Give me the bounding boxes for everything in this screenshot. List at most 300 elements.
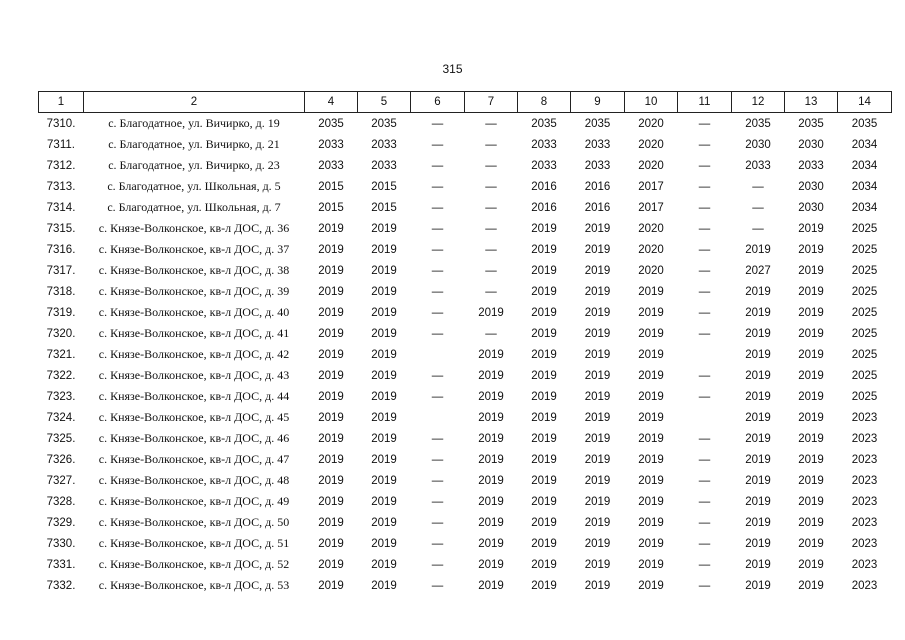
- year-cell: 2019: [798, 264, 824, 277]
- year-cell: 2019: [638, 453, 664, 466]
- year-cell: —: [431, 516, 444, 529]
- year-cell: 2019: [798, 516, 824, 529]
- year-cell: 2019: [584, 516, 611, 529]
- year-cell: 2019: [584, 495, 611, 508]
- year-cell: 2019: [584, 369, 611, 382]
- year-cell: 2019: [371, 243, 397, 256]
- year-cell: 2034: [851, 180, 878, 193]
- year-cell: 2035: [851, 117, 878, 130]
- table-body: [39, 113, 892, 597]
- year-cell: 2025: [851, 264, 878, 277]
- year-cell: 2019: [584, 348, 611, 361]
- address-cell: с. Благодатное, ул. Школьная, д. 7: [107, 200, 281, 214]
- year-cell: 2019: [798, 558, 824, 571]
- row-number: 7323.: [46, 390, 76, 403]
- year-cell: 2019: [584, 537, 611, 550]
- year-cell: 2019: [745, 432, 771, 445]
- year-cell: —: [485, 180, 497, 193]
- year-cell: 2019: [371, 432, 397, 445]
- year-cell: 2019: [745, 495, 771, 508]
- row-number: 7324.: [46, 411, 76, 424]
- year-cell: 2033: [798, 159, 824, 172]
- col-header: 9: [571, 92, 625, 113]
- year-cell: 2019: [798, 453, 824, 466]
- year-cell: —: [698, 201, 711, 214]
- row-number: 7311.: [47, 138, 75, 151]
- year-cell: —: [698, 537, 711, 550]
- year-cell: —: [431, 138, 444, 151]
- year-cell: 2019: [638, 369, 664, 382]
- year-cell: 2019: [638, 558, 664, 571]
- table-row: [39, 428, 892, 449]
- address-cell: с. Князе-Волконское, кв-л ДОС, д. 45: [98, 410, 290, 424]
- table-row: [39, 407, 892, 428]
- table-row: [39, 365, 892, 386]
- year-cell: 2023: [851, 474, 878, 487]
- year-cell: —: [698, 516, 711, 529]
- row-number: 7332.: [46, 579, 76, 592]
- year-cell: 2019: [531, 453, 557, 466]
- year-cell: 2017: [638, 201, 664, 214]
- table-row: [39, 155, 892, 176]
- year-cell: —: [431, 327, 444, 340]
- year-cell: 2030: [798, 180, 824, 193]
- row-number: 7310.: [46, 117, 76, 130]
- col-header: 1: [39, 92, 84, 113]
- year-cell: —: [431, 117, 444, 130]
- year-cell: 2019: [318, 285, 344, 298]
- year-cell: 2019: [318, 537, 344, 550]
- year-cell: 2019: [318, 579, 344, 592]
- year-cell: —: [698, 453, 711, 466]
- address-cell: с. Князе-Волконское, кв-л ДОС, д. 48: [98, 473, 290, 487]
- year-cell: 2019: [638, 537, 664, 550]
- year-cell: —: [485, 327, 497, 340]
- year-cell: 2033: [745, 159, 771, 172]
- row-number: 7331.: [46, 558, 76, 571]
- year-cell: 2025: [851, 348, 878, 361]
- year-cell: —: [485, 159, 497, 172]
- row-number: 7314.: [46, 201, 76, 214]
- col-header: 4: [305, 92, 358, 113]
- year-cell: 2019: [478, 495, 504, 508]
- col-header: 5: [358, 92, 411, 113]
- year-cell: —: [431, 222, 444, 235]
- address-cell: с. Князе-Волконское, кв-л ДОС, д. 41: [98, 326, 290, 340]
- year-cell: 2023: [851, 453, 878, 466]
- year-cell: 2019: [745, 558, 771, 571]
- year-cell: —: [431, 453, 444, 466]
- year-cell: 2019: [478, 537, 504, 550]
- year-cell: 2030: [798, 138, 824, 151]
- col-header: 2: [84, 92, 305, 113]
- year-cell: 2019: [638, 285, 664, 298]
- row-number: 7312.: [46, 159, 76, 172]
- year-cell: 2019: [478, 516, 504, 529]
- year-cell: 2019: [584, 285, 611, 298]
- year-cell: 2019: [478, 453, 504, 466]
- year-cell: 2019: [584, 222, 611, 235]
- year-cell: 2019: [798, 369, 824, 382]
- year-cell: 2019: [478, 348, 504, 361]
- year-cell: 2019: [798, 411, 824, 424]
- year-cell: 2023: [851, 432, 878, 445]
- year-cell: 2019: [318, 243, 344, 256]
- table-row: [39, 386, 892, 407]
- year-cell: 2019: [798, 474, 824, 487]
- year-cell: 2019: [584, 453, 611, 466]
- year-cell: 2019: [638, 306, 664, 319]
- year-cell: 2025: [851, 285, 878, 298]
- row-number: 7326.: [46, 453, 76, 466]
- col-header: 12: [732, 92, 785, 113]
- year-cell: —: [431, 264, 444, 277]
- year-cell: 2033: [531, 138, 557, 151]
- year-cell: 2023: [851, 558, 878, 571]
- year-cell: 2019: [478, 432, 504, 445]
- year-cell: 2019: [371, 474, 397, 487]
- year-cell: 2019: [478, 558, 504, 571]
- year-cell: —: [698, 138, 711, 151]
- year-cell: 2027: [745, 264, 771, 277]
- year-cell: 2019: [798, 327, 824, 340]
- year-cell: 2019: [638, 474, 664, 487]
- col-header: 8: [518, 92, 571, 113]
- year-cell: —: [752, 201, 764, 214]
- table-row: [39, 533, 892, 554]
- year-cell: 2019: [371, 537, 397, 550]
- year-cell: —: [485, 222, 497, 235]
- year-cell: 2035: [531, 117, 557, 130]
- year-cell: 2020: [638, 264, 664, 277]
- year-cell: —: [698, 180, 711, 193]
- year-cell: 2015: [371, 180, 397, 193]
- year-cell: 2023: [851, 516, 878, 529]
- table-row: [39, 134, 892, 155]
- address-cell: с. Князе-Волконское, кв-л ДОС, д. 36: [98, 221, 290, 235]
- address-cell: с. Князе-Волконское, кв-л ДОС, д. 46: [98, 431, 290, 445]
- year-cell: 2019: [371, 516, 397, 529]
- year-cell: —: [752, 222, 764, 235]
- year-cell: 2019: [798, 285, 824, 298]
- year-cell: 2019: [531, 411, 557, 424]
- table-row: [39, 113, 892, 135]
- table-row: [39, 302, 892, 323]
- col-header: 13: [785, 92, 838, 113]
- year-cell: —: [431, 369, 444, 382]
- year-cell: 2019: [638, 327, 664, 340]
- year-cell: —: [431, 159, 444, 172]
- table-row: [39, 218, 892, 239]
- year-cell: 2019: [584, 306, 611, 319]
- year-cell: 2030: [798, 201, 824, 214]
- year-cell: 2019: [371, 390, 397, 403]
- header-row: [39, 92, 892, 113]
- year-cell: —: [431, 579, 444, 592]
- year-cell: 2019: [798, 495, 824, 508]
- year-cell: 2019: [478, 369, 504, 382]
- year-cell: 2019: [745, 579, 771, 592]
- year-cell: 2019: [531, 306, 557, 319]
- year-cell: 2034: [851, 159, 878, 172]
- address-cell: с. Князе-Волконское, кв-л ДОС, д. 40: [98, 305, 290, 319]
- year-cell: 2020: [638, 138, 664, 151]
- year-cell: 2019: [745, 474, 771, 487]
- year-cell: [678, 344, 732, 365]
- col-header: 10: [625, 92, 678, 113]
- address-cell: с. Князе-Волконское, кв-л ДОС, д. 50: [98, 515, 290, 529]
- year-cell: 2019: [318, 474, 344, 487]
- table-row: [39, 197, 892, 218]
- year-cell: 2025: [851, 327, 878, 340]
- year-cell: 2019: [584, 327, 611, 340]
- row-number: 7315.: [46, 222, 76, 235]
- year-cell: —: [485, 201, 497, 214]
- year-cell: —: [698, 495, 711, 508]
- row-number: 7321.: [46, 348, 76, 361]
- year-cell: 2025: [851, 369, 878, 382]
- address-cell: с. Князе-Волконское, кв-л ДОС, д. 42: [98, 347, 290, 361]
- address-cell: с. Князе-Волконское, кв-л ДОС, д. 52: [98, 557, 290, 571]
- year-cell: 2019: [531, 264, 557, 277]
- address-cell: с. Князе-Волконское, кв-л ДОС, д. 47: [98, 452, 290, 466]
- year-cell: 2019: [531, 390, 557, 403]
- table-row: [39, 470, 892, 491]
- year-cell: 2023: [851, 537, 878, 550]
- year-cell: 2035: [745, 117, 771, 130]
- year-cell: 2025: [851, 390, 878, 403]
- col-header: 7: [465, 92, 518, 113]
- year-cell: 2019: [798, 243, 824, 256]
- year-cell: 2019: [531, 327, 557, 340]
- year-cell: 2019: [371, 327, 397, 340]
- year-cell: —: [431, 474, 444, 487]
- year-cell: 2017: [638, 180, 664, 193]
- year-cell: 2019: [745, 306, 771, 319]
- year-cell: 2019: [745, 537, 771, 550]
- year-cell: 2019: [584, 432, 611, 445]
- year-cell: 2019: [371, 558, 397, 571]
- year-cell: 2019: [745, 327, 771, 340]
- year-cell: 2019: [318, 495, 344, 508]
- row-number: 7313.: [46, 180, 76, 193]
- address-cell: с. Князе-Волконское, кв-л ДОС, д. 51: [98, 536, 290, 550]
- year-cell: —: [431, 558, 444, 571]
- year-cell: 2019: [531, 495, 557, 508]
- year-cell: 2019: [638, 516, 664, 529]
- year-cell: 2019: [531, 369, 557, 382]
- year-cell: 2019: [318, 432, 344, 445]
- year-cell: —: [431, 537, 444, 550]
- year-cell: —: [431, 306, 444, 319]
- row-number: 7325.: [46, 432, 76, 445]
- year-cell: 2015: [371, 201, 397, 214]
- year-cell: 2019: [798, 579, 824, 592]
- year-cell: 2019: [318, 516, 344, 529]
- year-cell: 2019: [638, 432, 664, 445]
- year-cell: 2033: [531, 159, 557, 172]
- year-cell: 2019: [584, 558, 611, 571]
- year-cell: 2019: [584, 390, 611, 403]
- year-cell: 2019: [745, 369, 771, 382]
- row-number: 7320.: [46, 327, 76, 340]
- year-cell: 2023: [851, 411, 878, 424]
- year-cell: 2025: [851, 243, 878, 256]
- year-cell: 2019: [371, 285, 397, 298]
- year-cell: —: [485, 264, 497, 277]
- year-cell: 2020: [638, 222, 664, 235]
- year-cell: —: [698, 264, 711, 277]
- row-number: 7318.: [46, 285, 76, 298]
- col-header: 11: [678, 92, 732, 113]
- address-cell: с. Князе-Волконское, кв-л ДОС, д. 53: [98, 578, 290, 592]
- year-cell: 2019: [531, 537, 557, 550]
- table-row: [39, 323, 892, 344]
- year-cell: —: [698, 285, 711, 298]
- address-cell: с. Князе-Волконское, кв-л ДОС, д. 43: [98, 368, 290, 382]
- year-cell: 2015: [318, 201, 344, 214]
- year-cell: [411, 344, 465, 365]
- year-cell: 2019: [745, 411, 771, 424]
- year-cell: 2035: [798, 117, 824, 130]
- table-row: [39, 491, 892, 512]
- year-cell: 2019: [318, 411, 344, 424]
- table-row: [39, 512, 892, 533]
- data-table: [38, 91, 892, 596]
- row-number: 7319.: [46, 306, 76, 319]
- year-cell: 2019: [745, 348, 771, 361]
- year-cell: 2019: [478, 306, 504, 319]
- year-cell: 2019: [531, 558, 557, 571]
- year-cell: 2019: [584, 411, 611, 424]
- table-row: [39, 344, 892, 365]
- year-cell: —: [698, 159, 711, 172]
- year-cell: 2016: [584, 201, 611, 214]
- table-row: [39, 281, 892, 302]
- year-cell: 2023: [851, 579, 878, 592]
- year-cell: —: [698, 558, 711, 571]
- year-cell: —: [698, 369, 711, 382]
- year-cell: 2019: [371, 579, 397, 592]
- year-cell: 2015: [318, 180, 344, 193]
- year-cell: —: [431, 495, 444, 508]
- year-cell: 2019: [531, 516, 557, 529]
- address-cell: с. Князе-Волконское, кв-л ДОС, д. 44: [98, 389, 290, 403]
- year-cell: 2019: [318, 369, 344, 382]
- year-cell: 2019: [745, 516, 771, 529]
- year-cell: 2019: [798, 348, 824, 361]
- row-number: 7328.: [46, 495, 76, 508]
- year-cell: 2019: [371, 306, 397, 319]
- year-cell: —: [485, 138, 497, 151]
- year-cell: 2019: [371, 264, 397, 277]
- year-cell: 2019: [478, 411, 504, 424]
- address-cell: с. Благодатное, ул. Вичирко, д. 23: [108, 158, 280, 172]
- year-cell: —: [431, 243, 444, 256]
- row-number: 7316.: [46, 243, 76, 256]
- year-cell: 2019: [745, 285, 771, 298]
- year-cell: 2019: [638, 411, 664, 424]
- year-cell: —: [485, 117, 497, 130]
- year-cell: 2019: [531, 285, 557, 298]
- col-header: 6: [411, 92, 465, 113]
- year-cell: 2025: [851, 306, 878, 319]
- year-cell: —: [698, 390, 711, 403]
- year-cell: —: [698, 306, 711, 319]
- year-cell: 2019: [371, 453, 397, 466]
- year-cell: 2020: [638, 117, 664, 130]
- row-number: 7322.: [46, 369, 76, 382]
- year-cell: 2019: [531, 348, 557, 361]
- year-cell: 2019: [638, 495, 664, 508]
- year-cell: 2033: [318, 159, 344, 172]
- year-cell: 2019: [531, 579, 557, 592]
- year-cell: 2019: [371, 369, 397, 382]
- year-cell: 2033: [584, 138, 611, 151]
- year-cell: 2019: [318, 390, 344, 403]
- year-cell: 2019: [318, 264, 344, 277]
- year-cell: 2019: [318, 306, 344, 319]
- year-cell: 2019: [798, 306, 824, 319]
- year-cell: —: [431, 285, 444, 298]
- row-number: 7317.: [46, 264, 76, 277]
- year-cell: 2019: [371, 348, 397, 361]
- address-cell: с. Князе-Волконское, кв-л ДОС, д. 39: [98, 284, 290, 298]
- address-cell: с. Князе-Волконское, кв-л ДОС, д. 38: [98, 263, 290, 277]
- year-cell: 2019: [478, 579, 504, 592]
- year-cell: 2019: [318, 327, 344, 340]
- year-cell: —: [431, 201, 444, 214]
- year-cell: 2034: [851, 201, 878, 214]
- table-row: [39, 176, 892, 197]
- year-cell: —: [698, 222, 711, 235]
- year-cell: —: [752, 180, 764, 193]
- year-cell: 2019: [798, 390, 824, 403]
- year-cell: 2020: [638, 159, 664, 172]
- year-cell: —: [698, 579, 711, 592]
- year-cell: —: [431, 432, 444, 445]
- year-cell: 2023: [851, 495, 878, 508]
- year-cell: 2035: [371, 117, 397, 130]
- year-cell: 2019: [745, 453, 771, 466]
- year-cell: 2033: [584, 159, 611, 172]
- year-cell: 2016: [584, 180, 611, 193]
- row-number: 7327.: [46, 474, 76, 487]
- year-cell: 2016: [531, 180, 557, 193]
- year-cell: 2019: [318, 222, 344, 235]
- year-cell: —: [431, 180, 444, 193]
- year-cell: 2019: [371, 495, 397, 508]
- address-cell: с. Князе-Волконское, кв-л ДОС, д. 49: [98, 494, 290, 508]
- year-cell: 2035: [584, 117, 611, 130]
- address-cell: с. Благодатное, ул. Вичирко, д. 19: [108, 116, 280, 130]
- year-cell: 2033: [371, 159, 397, 172]
- year-cell: —: [698, 117, 711, 130]
- year-cell: 2019: [478, 390, 504, 403]
- year-cell: 2019: [531, 432, 557, 445]
- table-row: [39, 239, 892, 260]
- year-cell: 2033: [318, 138, 344, 151]
- year-cell: —: [431, 390, 444, 403]
- col-header: 14: [838, 92, 892, 113]
- year-cell: 2019: [745, 390, 771, 403]
- year-cell: 2019: [638, 579, 664, 592]
- table-row: [39, 554, 892, 575]
- year-cell: 2016: [531, 201, 557, 214]
- page-number: 315: [442, 62, 463, 76]
- year-cell: 2019: [318, 453, 344, 466]
- row-number: 7329.: [46, 516, 76, 529]
